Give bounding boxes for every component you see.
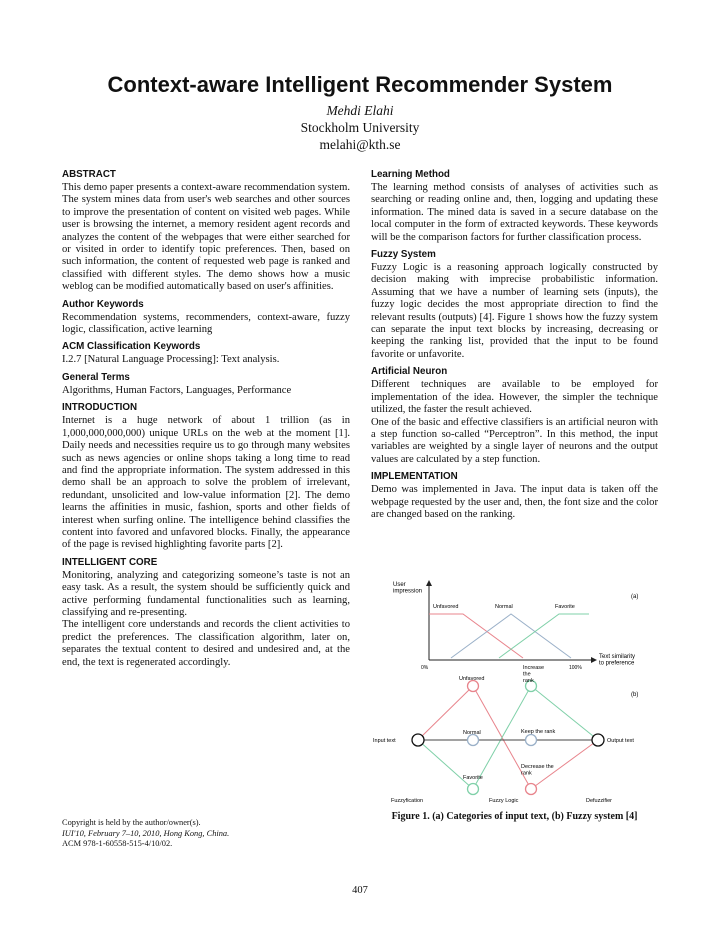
panel-b-label-increase: Increase the rank bbox=[523, 665, 545, 684]
section-heading: INTELLIGENT CORE bbox=[62, 556, 158, 568]
panel-b-input-node bbox=[412, 734, 424, 746]
section-paragraph: I.2.7 [Natural Language Processing]: Text analysis. bbox=[62, 354, 280, 366]
footnote-line-3: ACM 978-1-60558-515-4/10/02. bbox=[62, 839, 173, 848]
panel-a-x-min: 0% bbox=[421, 665, 429, 671]
section-paragraph: Internet is a huge network of about 1 trillion (as in 1,000,000,000,000) unique URLs on the web at the moment [1]. Daily needs and necessities require us to go through many websites such as news agencies or online shops taking a long time to read and find the appropriate information. The system addressed in this demo shall be an approach to solve the problem of irrelevant, redundant, unsolicited and low-value information [2]. The demo learns the affinities in music, fashion, sports and other fields of interest when surfing online. The intelligence behind classifies the content into favored and unfavored blocks. Finally, the appearance of the page is revised highlighting favorite parts [2]. bbox=[62, 415, 350, 551]
panel-a-label: (a) bbox=[631, 594, 639, 600]
paper-title: Context-aware Intelligent Recommender System bbox=[107, 72, 613, 97]
panel-a-x-max: 100% bbox=[569, 665, 582, 671]
section-paragraph: Algorithms, Human Factors, Languages, Performance bbox=[62, 384, 292, 396]
figure-panel-a bbox=[393, 580, 638, 671]
panel-a-y-arrow bbox=[426, 580, 432, 586]
section-heading: ACM Classification Keywords bbox=[62, 341, 201, 353]
panel-a-curve-unfavored bbox=[429, 614, 523, 658]
panel-b-node-unfavored bbox=[468, 681, 479, 692]
footnote-line-2: IUI'10, February 7–10, 2010, Hong Kong, China. bbox=[62, 828, 230, 838]
page-number: 407 bbox=[352, 885, 368, 896]
section-paragraph: Fuzzy Logic is a reasoning approach logically constructed by decision making with imprecise probabilistic information. Assuming that we have a number of learning sets (inputs), the fuzzy logic decides the most appropriate direction to find the relevant results (outputs) [4]. Figure 1 shows how the fuzzy system can separate the input text blocks by increasing, decreasing or keeping the ranking list, provided that the input to be found favorite or unfavorite. bbox=[371, 262, 658, 360]
panel-b-label-favorite: Favorite bbox=[463, 775, 483, 781]
panel-b-label-decrease: Decrease the rank bbox=[521, 764, 554, 777]
panel-b-label: (b) bbox=[631, 692, 639, 698]
section-paragraph: Different techniques are available to be employed for implementation of the idea. However, the simpler the technique utilized, the faster the result achieved. bbox=[371, 379, 658, 416]
panel-b-edges bbox=[418, 686, 598, 789]
author-email: melahi@kth.se bbox=[319, 137, 401, 152]
panel-a-category-unfavored: Unfavored bbox=[433, 604, 459, 610]
panel-b-stage-fuzzy-logic: Fuzzy Logic bbox=[489, 798, 519, 804]
panel-b-output-node bbox=[592, 734, 604, 746]
panel-a-curve-normal bbox=[451, 614, 571, 658]
copyright-footnote bbox=[62, 818, 350, 850]
section-heading: Fuzzy System bbox=[371, 249, 436, 261]
panel-a-x-axis-label: Text similarity to preference bbox=[599, 654, 636, 667]
section-paragraph: The intelligent core understands and records the client activities to predict the preferences. The classification algorithm, later on, separates the textual content to desired and undesired and, at the end, the text is regenerated accordingly. bbox=[62, 619, 350, 668]
section-heading: Artificial Neuron bbox=[371, 366, 448, 378]
panel-b-label-unfavored: Unfavored bbox=[459, 676, 485, 682]
section-heading: Learning Method bbox=[371, 169, 450, 180]
panel-a-y-axis-label: User impression bbox=[393, 582, 423, 595]
left-column bbox=[62, 164, 350, 669]
panel-b-node-keep bbox=[526, 735, 537, 746]
section-paragraph: The learning method consists of analyses of activities such as searching or reading online and, then, logging and updating these information. The mined data is saved in a secure database on the local computer in the form of extracted keywords. These keywords will be the comparison factors for further classification process. bbox=[371, 182, 658, 243]
panel-a-category-favorite: Favorite bbox=[555, 604, 575, 610]
footnote-line-1: Copyright is held by the author/owner(s). bbox=[62, 818, 201, 827]
author-name: Mehdi Elahi bbox=[326, 103, 394, 118]
section-paragraph: Monitoring, analyzing and categorizing someone’s taste is not an easy task. As a result, the system should be sufficiently quick and active performing fundamental functionalities such as learning, classifying and re-presenting. bbox=[62, 569, 350, 618]
panel-b-stage-defuzzifier: Defuzzifier bbox=[586, 798, 612, 804]
section-paragraph: One of the basic and effective classifiers is an artificial neuron with a step function so-called “Perceptron”. In this method, the input variables are weighted by a single layer of neurons and the output values are calculated by a step function. bbox=[371, 416, 658, 465]
panel-a-category-normal: Normal bbox=[495, 604, 513, 610]
section-heading: INTRODUCTION bbox=[62, 402, 138, 414]
section-paragraph: Recommendation systems, recommenders, context-aware, fuzzy logic, classification, active learning bbox=[62, 311, 350, 336]
right-column bbox=[371, 164, 658, 521]
panel-b-stage-fuzzyfication: Fuzzyfication bbox=[391, 798, 424, 804]
panel-b-node-decrease bbox=[526, 784, 537, 795]
panel-b-output-label: Output text bbox=[607, 738, 634, 744]
panel-b-label-normal: Normal bbox=[463, 730, 481, 736]
section-paragraph: This demo paper presents a context-aware recommendation system. The system mines data from user's web searches and other sources to improve the presentation of content on visited web pages. While user is browsing the internet, a memory resident agent records and analyzes the content of the webpages that were either searched for or visited in order to identify topic preferences. Then, based on such information, the content of requested web page is ranked and classified with different styles. The demo shows how a music weblog can be modified automatically based on user's affinities. bbox=[62, 182, 350, 293]
section-heading: IMPLEMENTATION bbox=[371, 471, 458, 483]
author-affiliation: Stockholm University bbox=[300, 120, 420, 135]
panel-b-label-keep: Keep the rank bbox=[521, 729, 556, 735]
section-heading: Author Keywords bbox=[62, 298, 144, 310]
panel-b-node-favorite bbox=[468, 784, 479, 795]
panel-a-x-arrow bbox=[591, 657, 597, 663]
section-heading: General Terms bbox=[62, 371, 130, 383]
panel-b-input-label: Input text bbox=[373, 738, 396, 744]
figure-1 bbox=[371, 578, 658, 806]
section-paragraph: Demo was implemented in Java. The input data is taken off the webpage requested by the user and, then, the font size and the color are changed based on the ranking. bbox=[371, 484, 658, 520]
section-heading: ABSTRACT bbox=[62, 169, 116, 180]
panel-a-curve-favorite bbox=[499, 614, 589, 658]
figure-caption: Figure 1. (a) Categories of input text, (b) Fuzzy system [4] bbox=[391, 811, 638, 822]
figure-panel-b bbox=[373, 665, 638, 804]
panel-b-node-normal bbox=[468, 735, 479, 746]
